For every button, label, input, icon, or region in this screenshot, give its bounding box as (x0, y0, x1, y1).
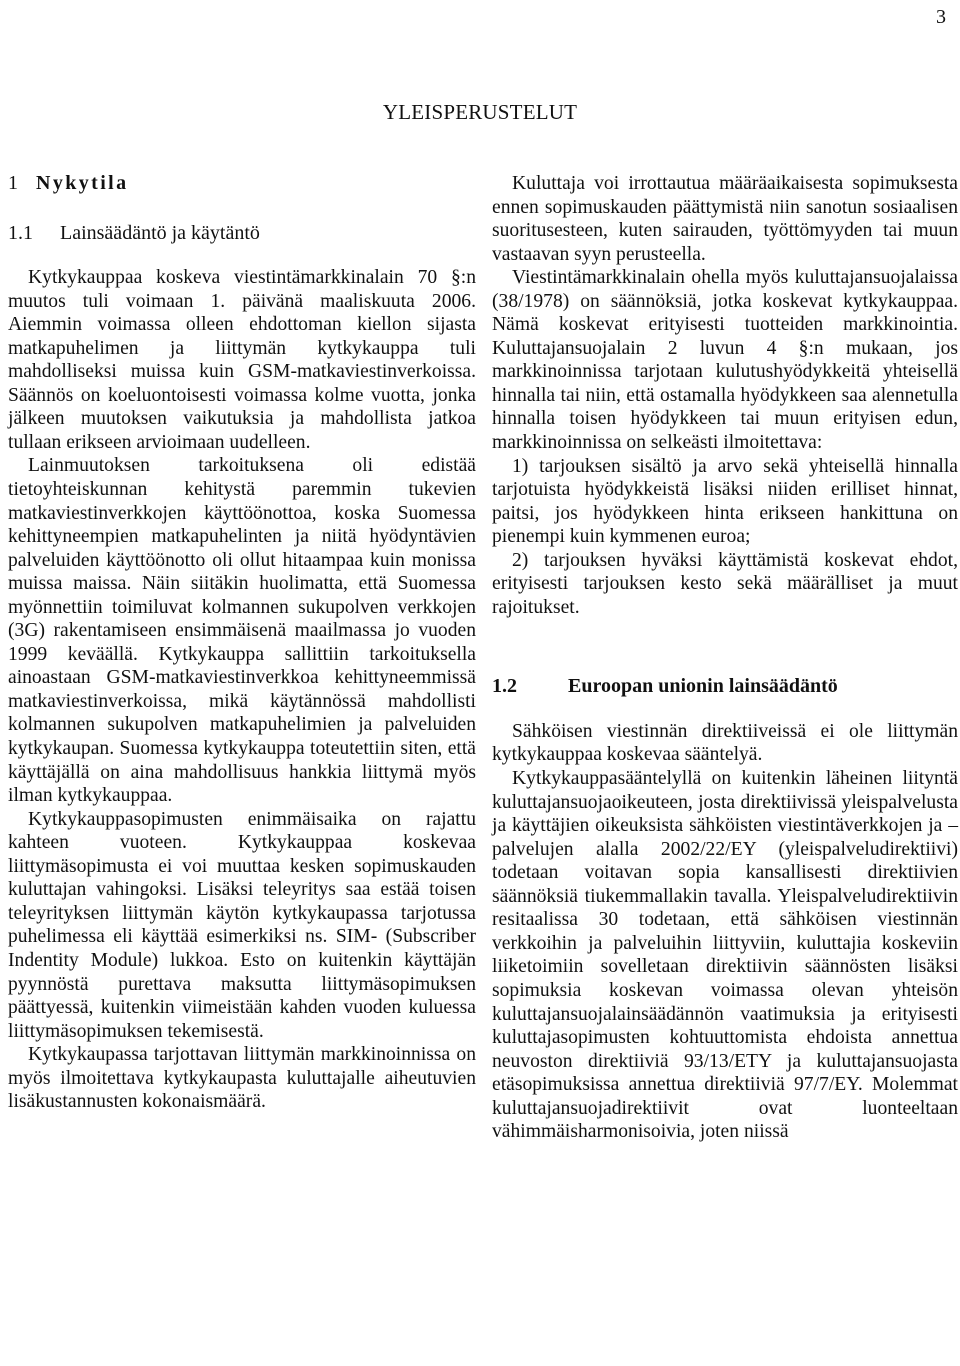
left-column (8, 172, 476, 1114)
section-title: Nykytila (36, 172, 129, 194)
document-title: YLEISPERUSTELUT (382, 100, 578, 124)
subsection-title: Lainsäädäntö ja käytäntö (60, 221, 260, 244)
list-item: 1) tarjouksen sisältö ja arvo sekä yhteisellä hinnalla tarjotuista hyödykkeistä lisäksi niiden erilliset hinnat, paitsi, jos hyödykkeen hinta erikseen hankittuna on pienempi kuin kymmenen euroa; (492, 455, 958, 548)
right-column (492, 172, 958, 1144)
page-number: 3 (936, 6, 946, 28)
section-heading (8, 172, 476, 196)
subsection-heading (8, 222, 476, 246)
paragraph: Lainmuutoksen tarkoituksena oli edistää tietoyhteiskunnan kehitystä paremmin tukevien matkaviestinverkkojen käyttöönottoa, koska Suomessa kehittyneempien matkapuhelinten ja niitä hyödyntävien palveluiden käyttöönotto oli ollut hitaampaa kuin monissa muissa maissa. Näin siitäkin huolimatta, että Suomessa myönnettiin toimiluvat kolmannen sukupolven verkkojen (3G) rakentamiseen ensimmäisenä maailmassa jo vuoden 1999 keväällä. Kytkykauppa sallittiin tarkoituksella ainoastaan GSM-matkaviestinverkkoa kehittyneemmissä matkaviestinverkoissa, mikä käytännössä mahdollisti kolmannen sukupolven matkapuhelimien ja palveluiden kytkykaupan. Suomessa kytkykauppa toteutettiin siten, että käyttäjällä on aina mahdollisuus hankkia liittymä myös ilman kytkykauppaa. (8, 455, 476, 807)
subsection-number: 1.1 (8, 221, 33, 244)
subsection-heading-eu (492, 675, 958, 699)
paragraph: Kuluttaja voi irrottautua määräaikaisesta sopimuksesta ennen sopimuskauden päättymistä niin sanotun sosiaalisen suoritusesteen, kuten sairauden, työttömyyden tai muun vastaavan syyn perusteella. (492, 173, 958, 265)
paragraph: Kytkykauppasopimusten enimmäisaika on rajattu kahteen vuoteen. Kytkykauppaa koskevaa liittymäsopimusta ei voi muuttaa kesken sopimuskauden kuluttajan vahingoksi. Lisäksi teleyritys saa estää toisen teleyrityksen liittymän käytön kytkykaupassa tarjotussa puhelimessa eli käyttää esimerkiksi ns. SIM- (Subscriber Indentity Module) lukkoa. Esto on kuitenkin käyttäjän pyynnöstä purettava maksutta liittymäsopimuksen päättyessä, kuitenkin viimeistään kahden vuoden kuluessa liittymäsopimuksen tekemisestä. (8, 808, 476, 1042)
paragraph: Sähköisen viestinnän direktiiveissä ei ole liittymän kytkykauppaa koskevaa sääntelyä. (492, 720, 958, 766)
paragraph: Viestintämarkkinalain ohella myös kuluttajansuojalaissa (38/1978) on säännöksiä, jotka koskevat kytkykauppaa. Nämä koskevat erityisesti tuotteiden markkinointia. Kuluttajansuojalain 2 luvun 4 §:n mukaan, jos markkinoinnissa tarjotaan kulutushyödykkeitä yhteisellä hinnalla tai niin, että ostamalla hyödykkeen saa alennetulla hinnalla toisen hyödykkeen tai muun erityisen edun, markkinoinnissa on selkeästi ilmoitettava: (492, 267, 958, 454)
section-number: 1 (8, 172, 18, 194)
paragraph: Kytkykauppasääntelyllä on kuitenkin läheinen liityntä kuluttajansuojaoikeuteen, josta direktiivissä yleispalvelusta ja käyttäjien oikeuksista sähköisten viestintäverkkojen ja – palvelujen alalla 2002/22/EY (yleispalveludirektiivi) todetaan voitavan sopia kansallisesti direktiivien säännöksiä tiukemmallakin tavalla. Yleispalveludirektiivin resitaalissa 30 todetaan, että sähköisen viestinnän verkkoihin ja palveluihin liittyviin, kuluttajia koskeviin liiketoimiin sovelletaan direktiivin säännösten lisäksi sopimuksia koskevan voimassa olevan yhteisön kuluttajansuojalainsäädännön vaatimuksia ja erityisesti kuluttajasopimusten kohtuuttomista ehdoista annettua neuvoston direktiiviä 93/13/ETY ja kuluttajansuojasta etäsopimuksissa annettua direktiiviä 97/7/EY. Molemmat kuluttajansuojadirektiivit ovat luonteeltaan vähimmäisharmonisoivia, joten niissä (492, 768, 958, 1143)
paragraph: Kytkykaupassa tarjottavan liittymän markkinoinnissa on myös ilmoitettava kytkykaupasta kuluttajalle aiheutuvien lisäkustannusten kokonaismäärä. (8, 1044, 476, 1113)
paragraph: Kytkykauppaa koskeva viestintämarkkinalain 70 §:n muutos tuli voimaan 1. päivänä maaliskuuta 2006. Aiemmin voimassa olleen ehdottoman kiellon sijasta matkapuhelimen ja liittymän kytkykauppa tuli mahdolliseksi muissa kuin GSM-matkaviestinverkoissa. Säännös on koeluontoisesti voimassa kolme vuotta, jonka jälkeen muutoksen vaikutuksia ja mahdollista jatkoa tullaan erikseen arvioimaan uudelleen. (8, 267, 476, 453)
section-spacer (492, 619, 958, 675)
list-item: 2) tarjouksen hyväksi käyttämistä koskevat ehdot, erityisesti tarjouksen kesto sekä määrälliset ja muut rajoitukset. (492, 549, 958, 618)
subsection-number: 1.2 (492, 675, 517, 698)
subsection-title: Euroopan unionin lainsäädäntö (568, 675, 838, 698)
